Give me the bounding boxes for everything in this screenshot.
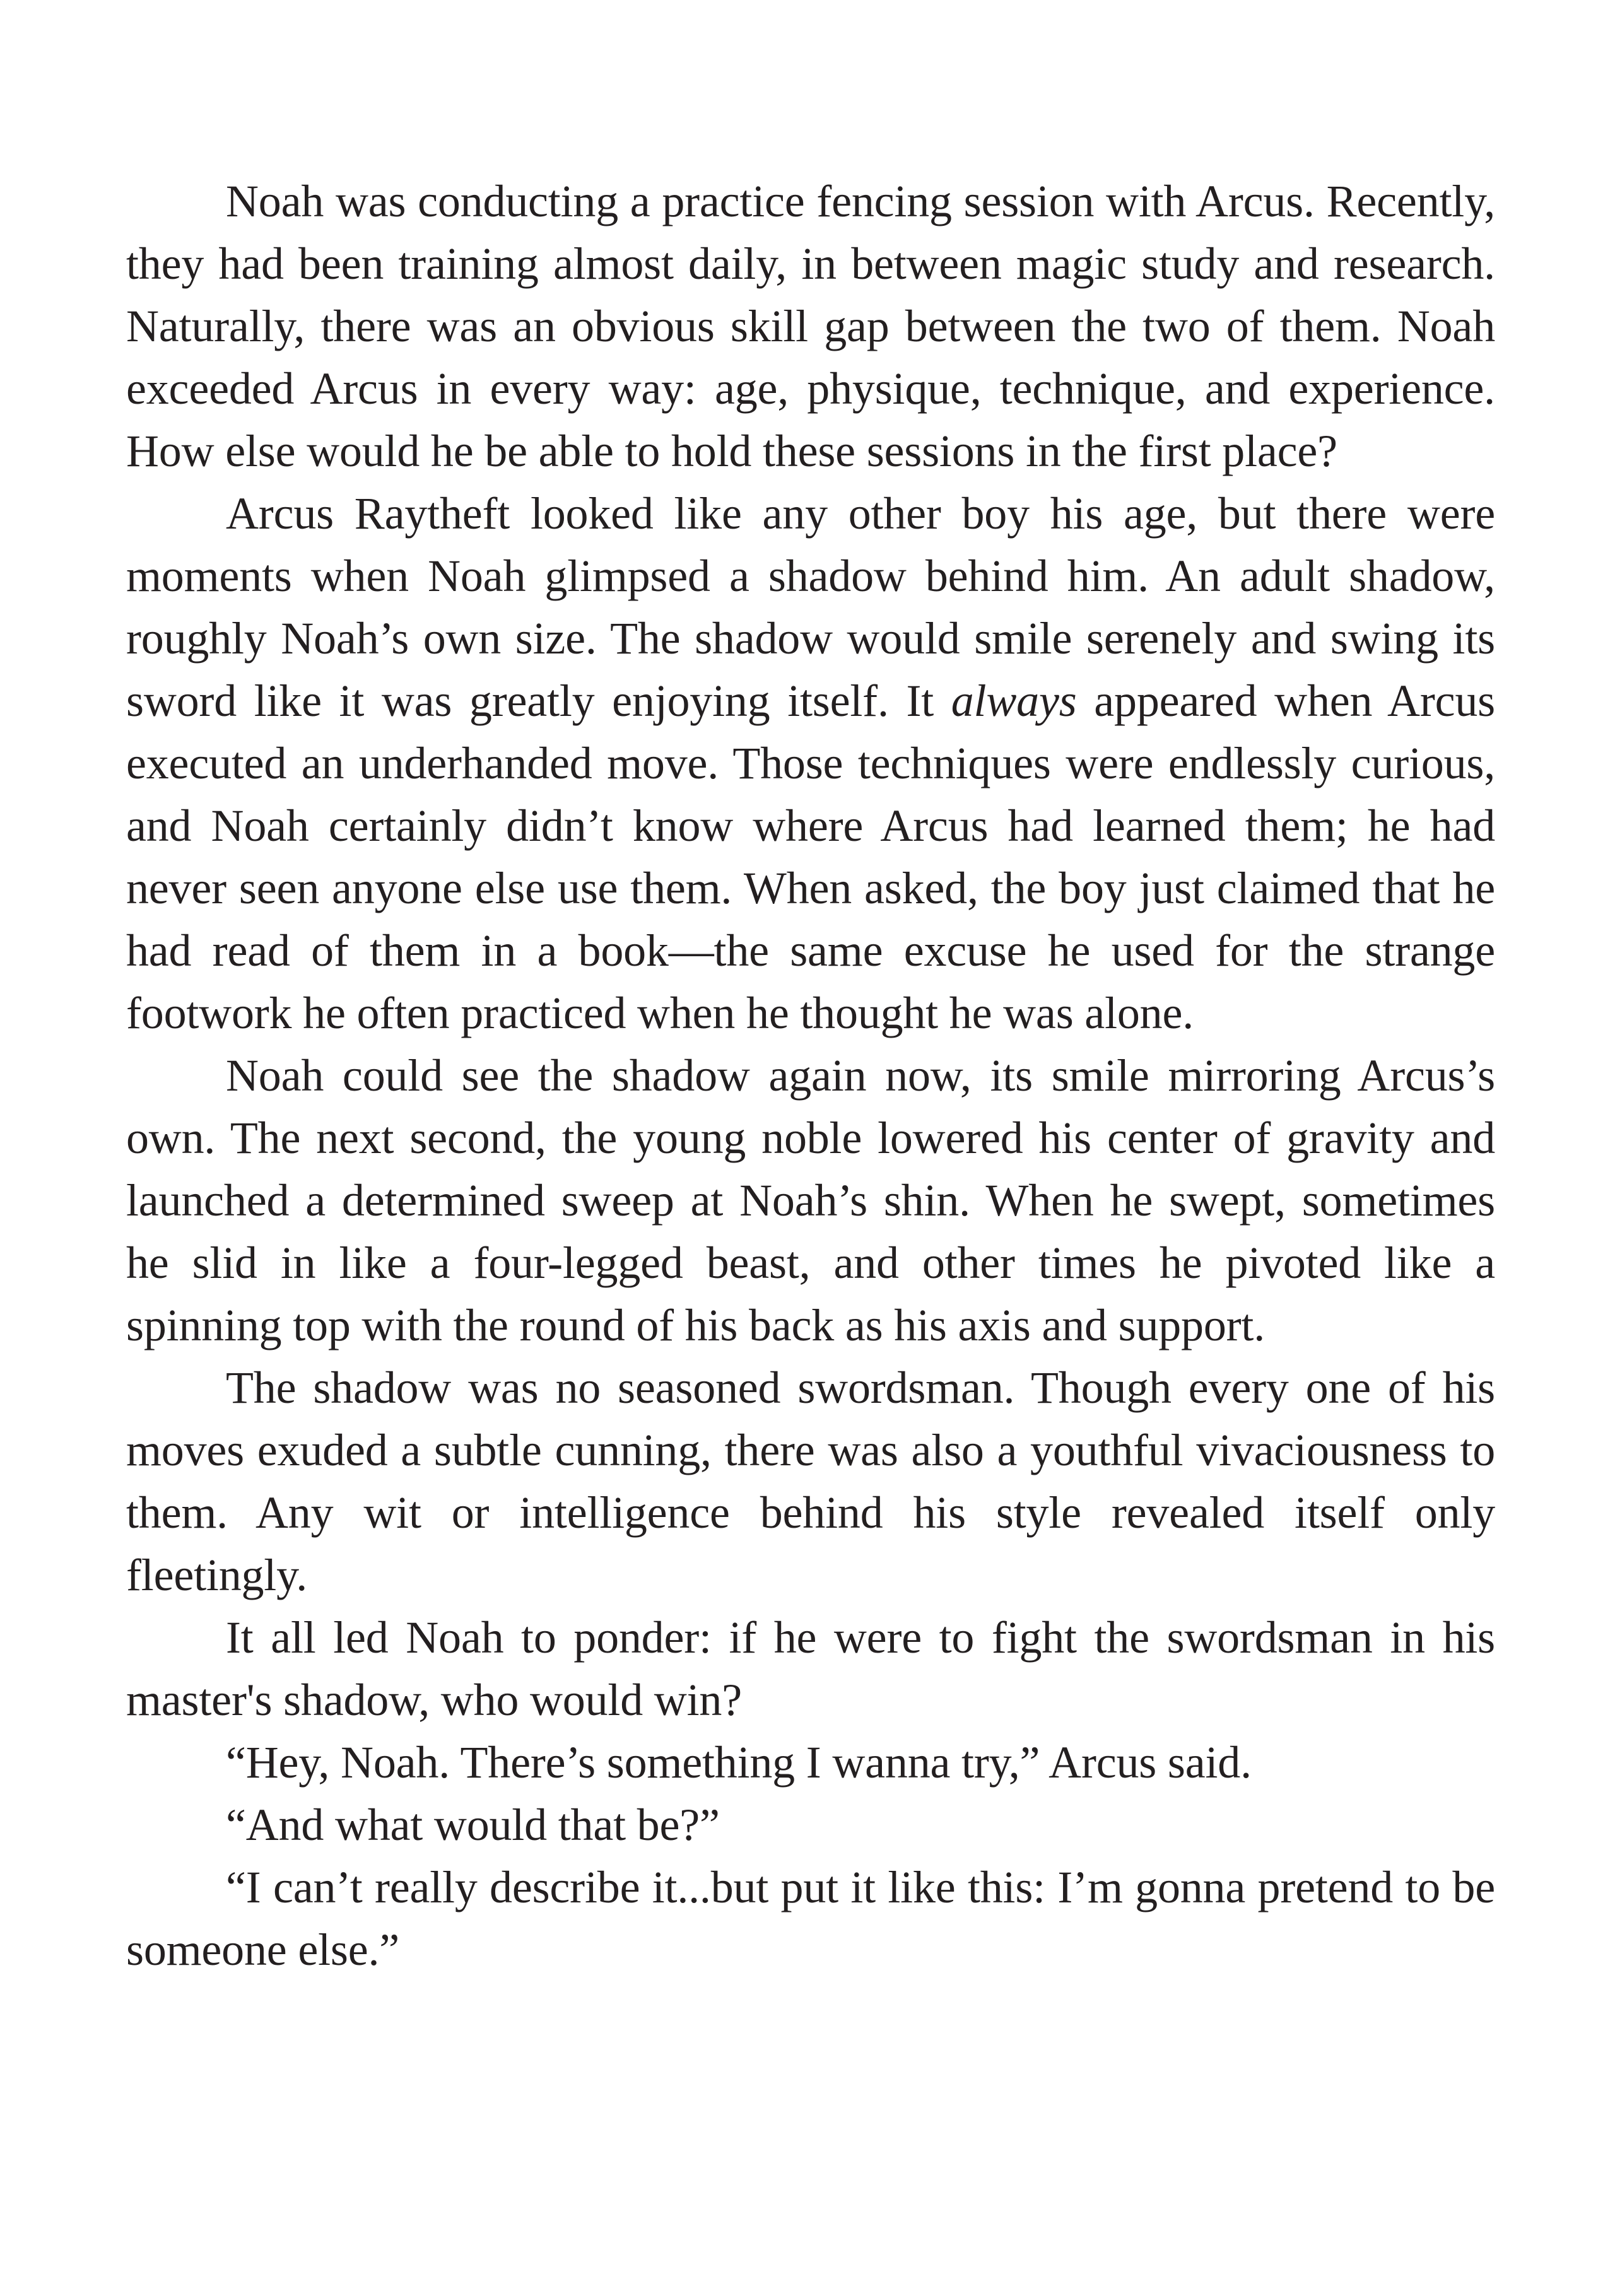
paragraph: Noah could see the shadow again now, its smile mirroring Arcus’s own. The next second, the young noble lowered his center of gravity and launched a determined sweep at Noah’s shin. When he swept, sometimes he slid in like a four-legged beast, and other times he pivoted like a spinning top with the round of his back as his axis and support.: [126, 1050, 1495, 1350]
paragraph-text: appeared when Arcus executed an underhanded move. Those techniques were endlessly curious, and Noah certainly didn’t know where Arcus had learned them; he had never seen anyone else use them. When asked, the boy just claimed that he had read of them in a book—the same excuse he used for the strange footwork he often practiced when he thought he was alone.: [126, 676, 1495, 1038]
paragraph: It all led Noah to ponder: if he were to fight the swordsman in his master's shadow, who would win?: [126, 1612, 1495, 1725]
dialogue-line: “I can’t really describe it...but put it like this: I’m gonna pretend to be someone else.”: [126, 1862, 1495, 1975]
paragraph: Noah was conducting a practice fencing session with Arcus. Recently, they had been training almost daily, in between magic study and research. Naturally, there was an obvious skill gap between the two of them. Noah exceeded Arcus in every way: age, physique, technique, and experience. How else would he be able to hold these sessions in the first place?: [126, 176, 1495, 476]
dialogue-line: “Hey, Noah. There’s something I wanna try,” Arcus said.: [226, 1737, 1252, 1788]
emphasized-word: always: [951, 676, 1077, 726]
paragraph: [126, 483, 1495, 1045]
book-page: [126, 170, 1495, 2252]
paragraph-text: Arcus Raytheft looked like any other boy his age, but there were moments when Noah glimpsed a shadow behind him. An adult shadow, roughly Noah’s own size. The shadow would smile serenely and swing its sword like it was greatly enjoying itself. It: [126, 488, 1495, 726]
paragraph: The shadow was no seasoned swordsman. Though every one of his moves exuded a subtle cunning, there was also a youthful vivaciousness to them. Any wit or intelligence behind his style revealed itself only fleetingly.: [126, 1362, 1495, 1600]
dialogue-line: “And what would that be?”: [226, 1800, 720, 1850]
